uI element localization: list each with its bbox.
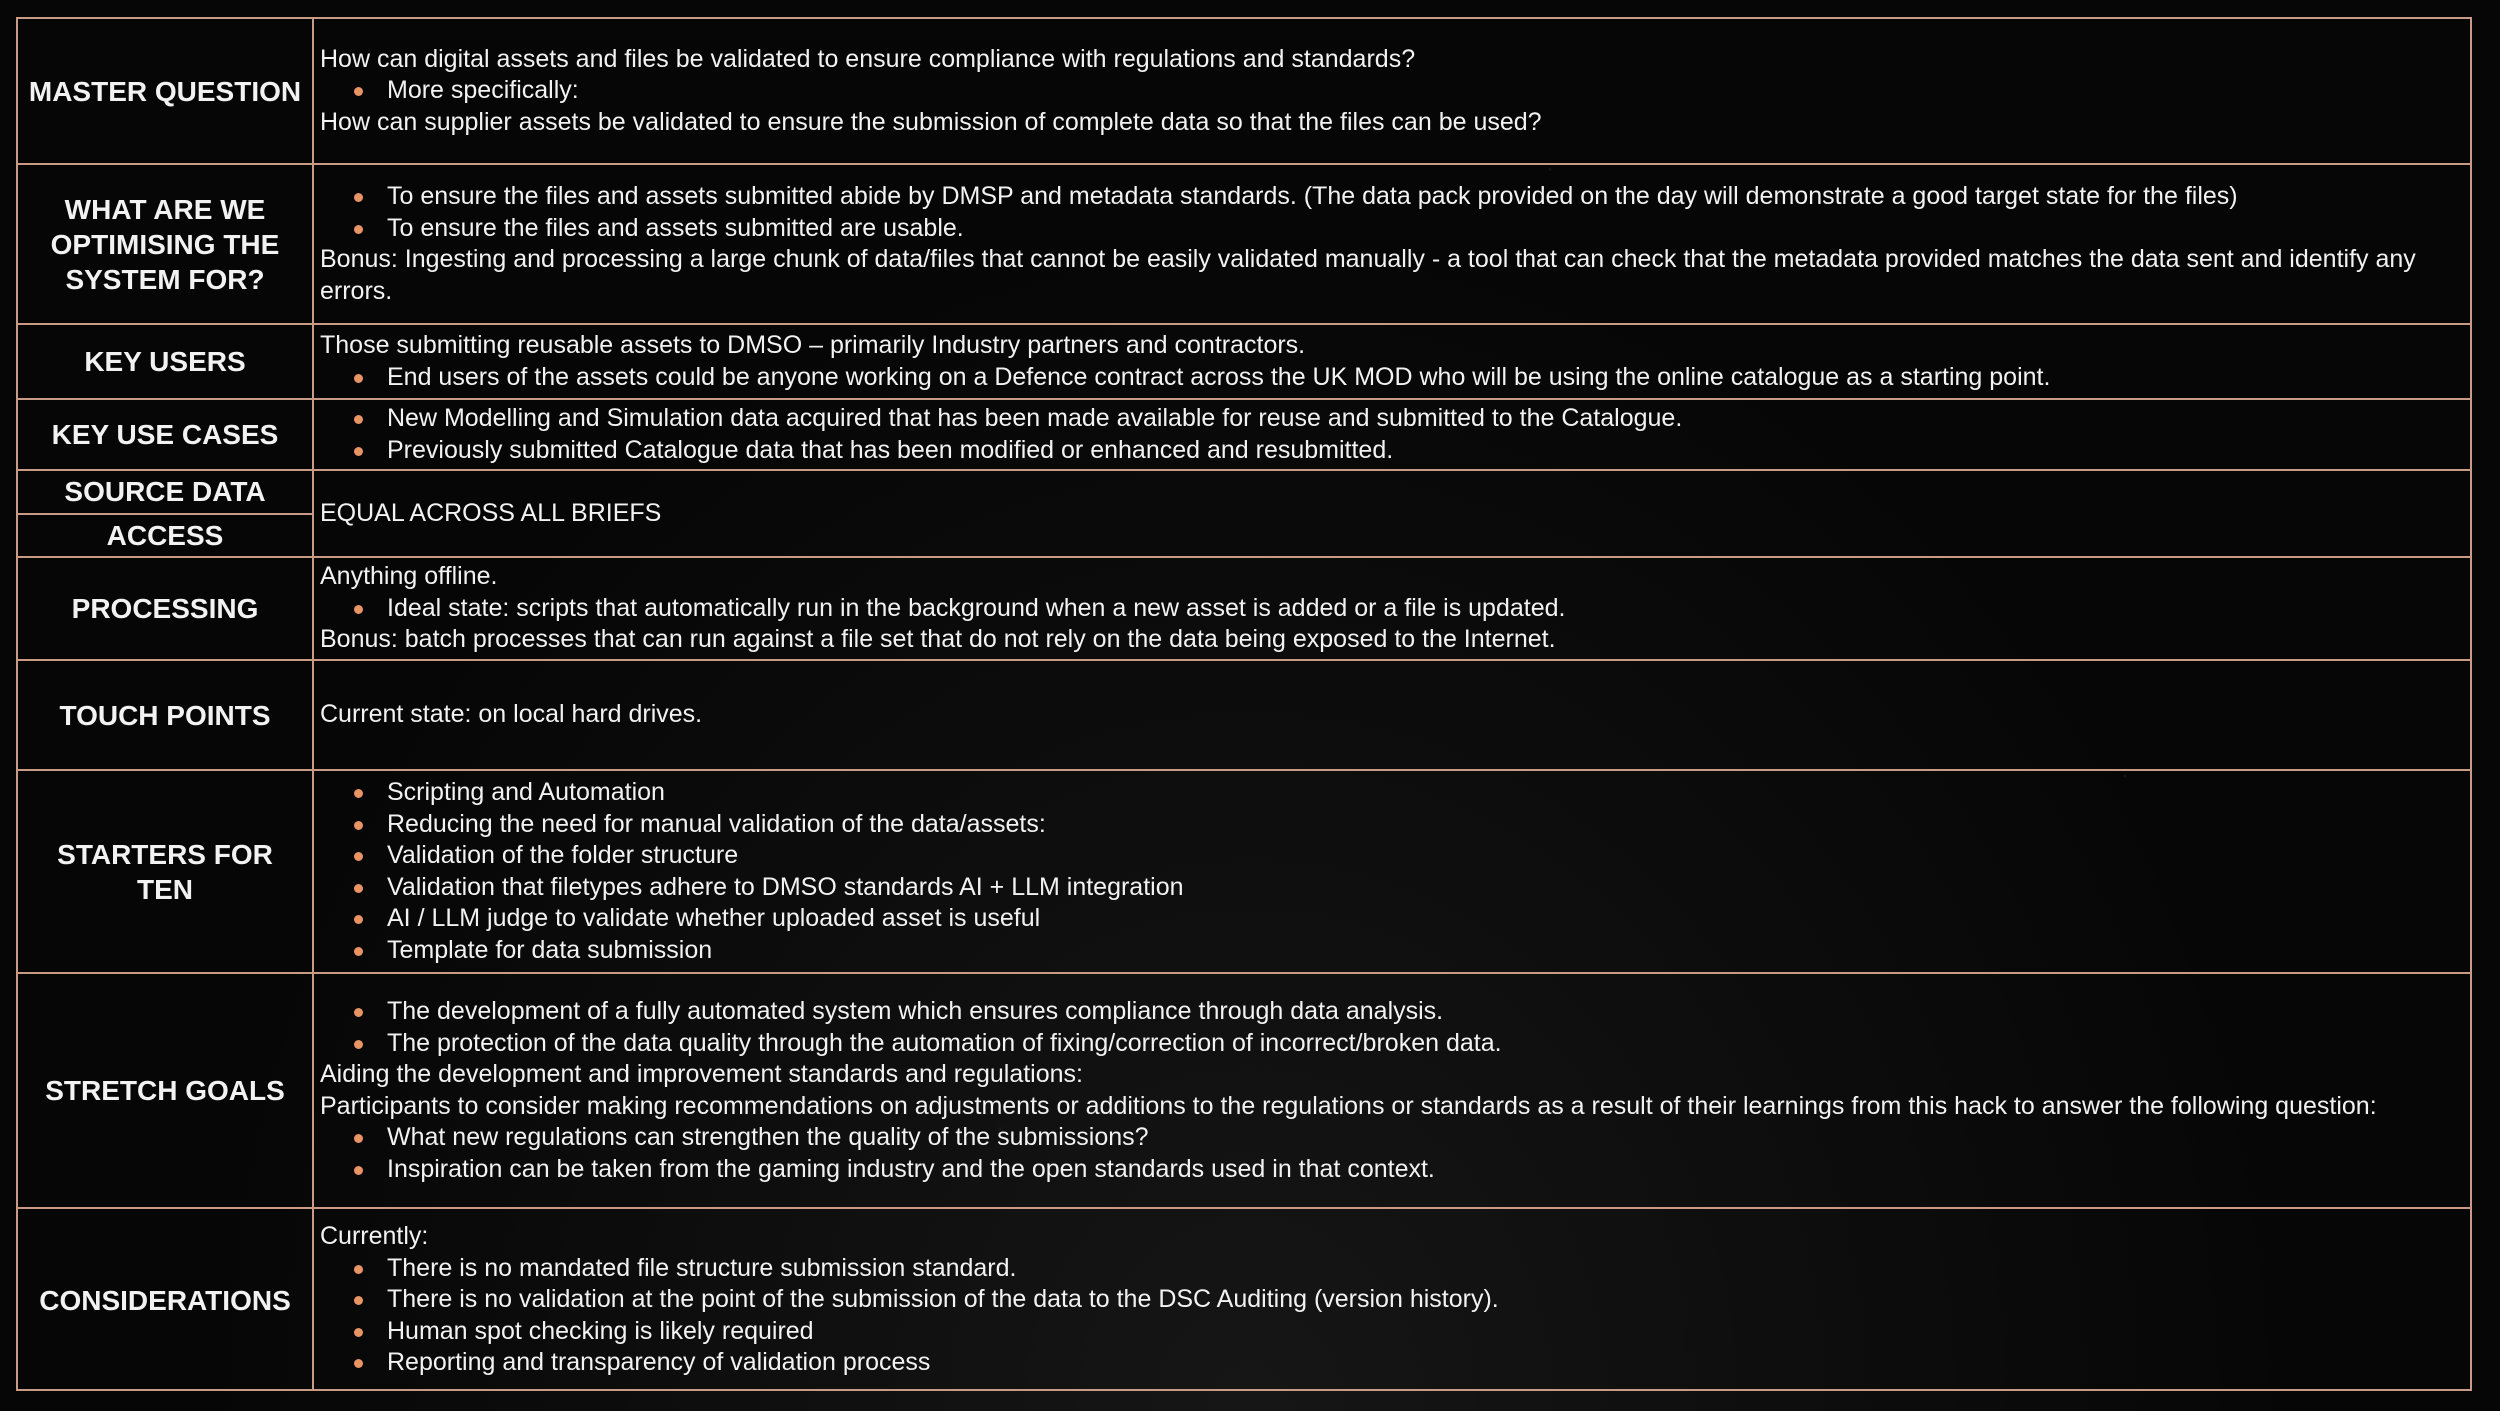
bullet-item: Validation that filetypes adhere to DMSO standards AI + LLM integration <box>320 872 2448 904</box>
row-label-part: SOURCE DATA <box>18 471 312 515</box>
row-content <box>314 471 2470 558</box>
bullet-item: New Modelling and Simulation data acquired that has been made available for reuse and submitted to the Catalogue. <box>320 403 2448 435</box>
brief-table <box>16 17 2472 1391</box>
row-label: PROCESSING <box>18 558 314 661</box>
bullet-item: Previously submitted Catalogue data that has been modified or enhanced and resubmitted. <box>320 435 2448 467</box>
bullet-item: There is no mandated file structure submission standard. <box>320 1253 2448 1285</box>
bullet-item: To ensure the files and assets submitted abide by DMSP and metadata standards. (The data pack provided on the day will demonstrate a good target state for the files) <box>320 181 2448 213</box>
row-label: CONSIDERATIONS <box>18 1209 314 1391</box>
row-label <box>18 471 314 558</box>
bullet-item: End users of the assets could be anyone working on a Defence contract across the UK MOD who will be using the online catalogue as a starting point. <box>320 362 2448 394</box>
row-content <box>314 771 2470 974</box>
bullet-item: Reducing the need for manual validation of the data/assets: <box>320 809 2448 841</box>
bullet-item: Ideal state: scripts that automatically run in the background when a new asset is added or a file is updated. <box>320 593 2448 625</box>
row-content <box>314 558 2470 661</box>
bullet-item: Reporting and transparency of validation process <box>320 1347 2448 1379</box>
row-content <box>314 400 2470 471</box>
row-content <box>314 661 2470 771</box>
row-label-part: ACCESS <box>106 519 224 551</box>
bullet-item: Inspiration can be taken from the gaming industry and the open standards used in that context. <box>320 1154 2448 1186</box>
row-label: WHAT ARE WE OPTIMISING THE SYSTEM FOR? <box>18 165 314 325</box>
row-content <box>314 974 2470 1209</box>
text-line: How can digital assets and files be validated to ensure compliance with regulations and standards? <box>320 44 1416 73</box>
row-label: KEY USERS <box>18 325 314 400</box>
text-line: Participants to consider making recommendations on adjustments or additions to the regulations or standards as a result of their learnings from this hack to answer the following question: <box>320 1091 2377 1120</box>
bullet-item: Template for data submission <box>320 935 2448 967</box>
text-line: Anything offline. <box>320 562 498 591</box>
row-content <box>314 1209 2470 1391</box>
row-label: STRETCH GOALS <box>18 974 314 1209</box>
bullet-item: Human spot checking is likely required <box>320 1316 2448 1348</box>
bullet-item: The development of a fully automated system which ensures compliance through data analysis. <box>320 996 2448 1028</box>
row-content <box>314 165 2470 325</box>
bullet-item: What new regulations can strengthen the quality of the submissions? <box>320 1122 2448 1154</box>
bullet-item: Scripting and Automation <box>320 777 2448 809</box>
text-line: How can supplier assets be validated to ensure the submission of complete data so that the files can be used? <box>320 107 1542 136</box>
row-label: KEY USE CASES <box>18 400 314 471</box>
text-line: Bonus: Ingesting and processing a large chunk of data/files that cannot be easily validated manually - a tool that can check that the metadata provided matches the data sent and identify any errors. <box>320 245 2416 305</box>
bullet-item: More specifically: <box>320 75 2448 107</box>
text-line: Bonus: batch processes that can run against a file set that do not rely on the data being exposed to the Internet. <box>320 625 1556 654</box>
text-line: Those submitting reusable assets to DMSO – primarily Industry partners and contractors. <box>320 331 1306 359</box>
text-line: EQUAL ACROSS ALL BRIEFS <box>320 498 662 527</box>
bullet-item: The protection of the data quality through the automation of fixing/correction of incorrect/broken data. <box>320 1028 2448 1060</box>
row-content <box>314 325 2470 400</box>
bullet-item: To ensure the files and assets submitted are usable. <box>320 213 2448 245</box>
row-content <box>314 19 2470 165</box>
text-line: Aiding the development and improvement standards and regulations: <box>320 1060 1083 1088</box>
row-label: STARTERS FOR TEN <box>18 771 314 974</box>
bullet-item: There is no validation at the point of the submission of the data to the DSC Auditing (version history). <box>320 1284 2448 1316</box>
bullet-item: AI / LLM judge to validate whether uploaded asset is useful <box>320 903 2448 935</box>
bullet-item: Validation of the folder structure <box>320 840 2448 872</box>
text-line: Currently: <box>320 1222 429 1251</box>
row-label: TOUCH POINTS <box>18 661 314 771</box>
row-label: MASTER QUESTION <box>18 19 314 165</box>
text-line: Current state: on local hard drives. <box>320 700 703 729</box>
